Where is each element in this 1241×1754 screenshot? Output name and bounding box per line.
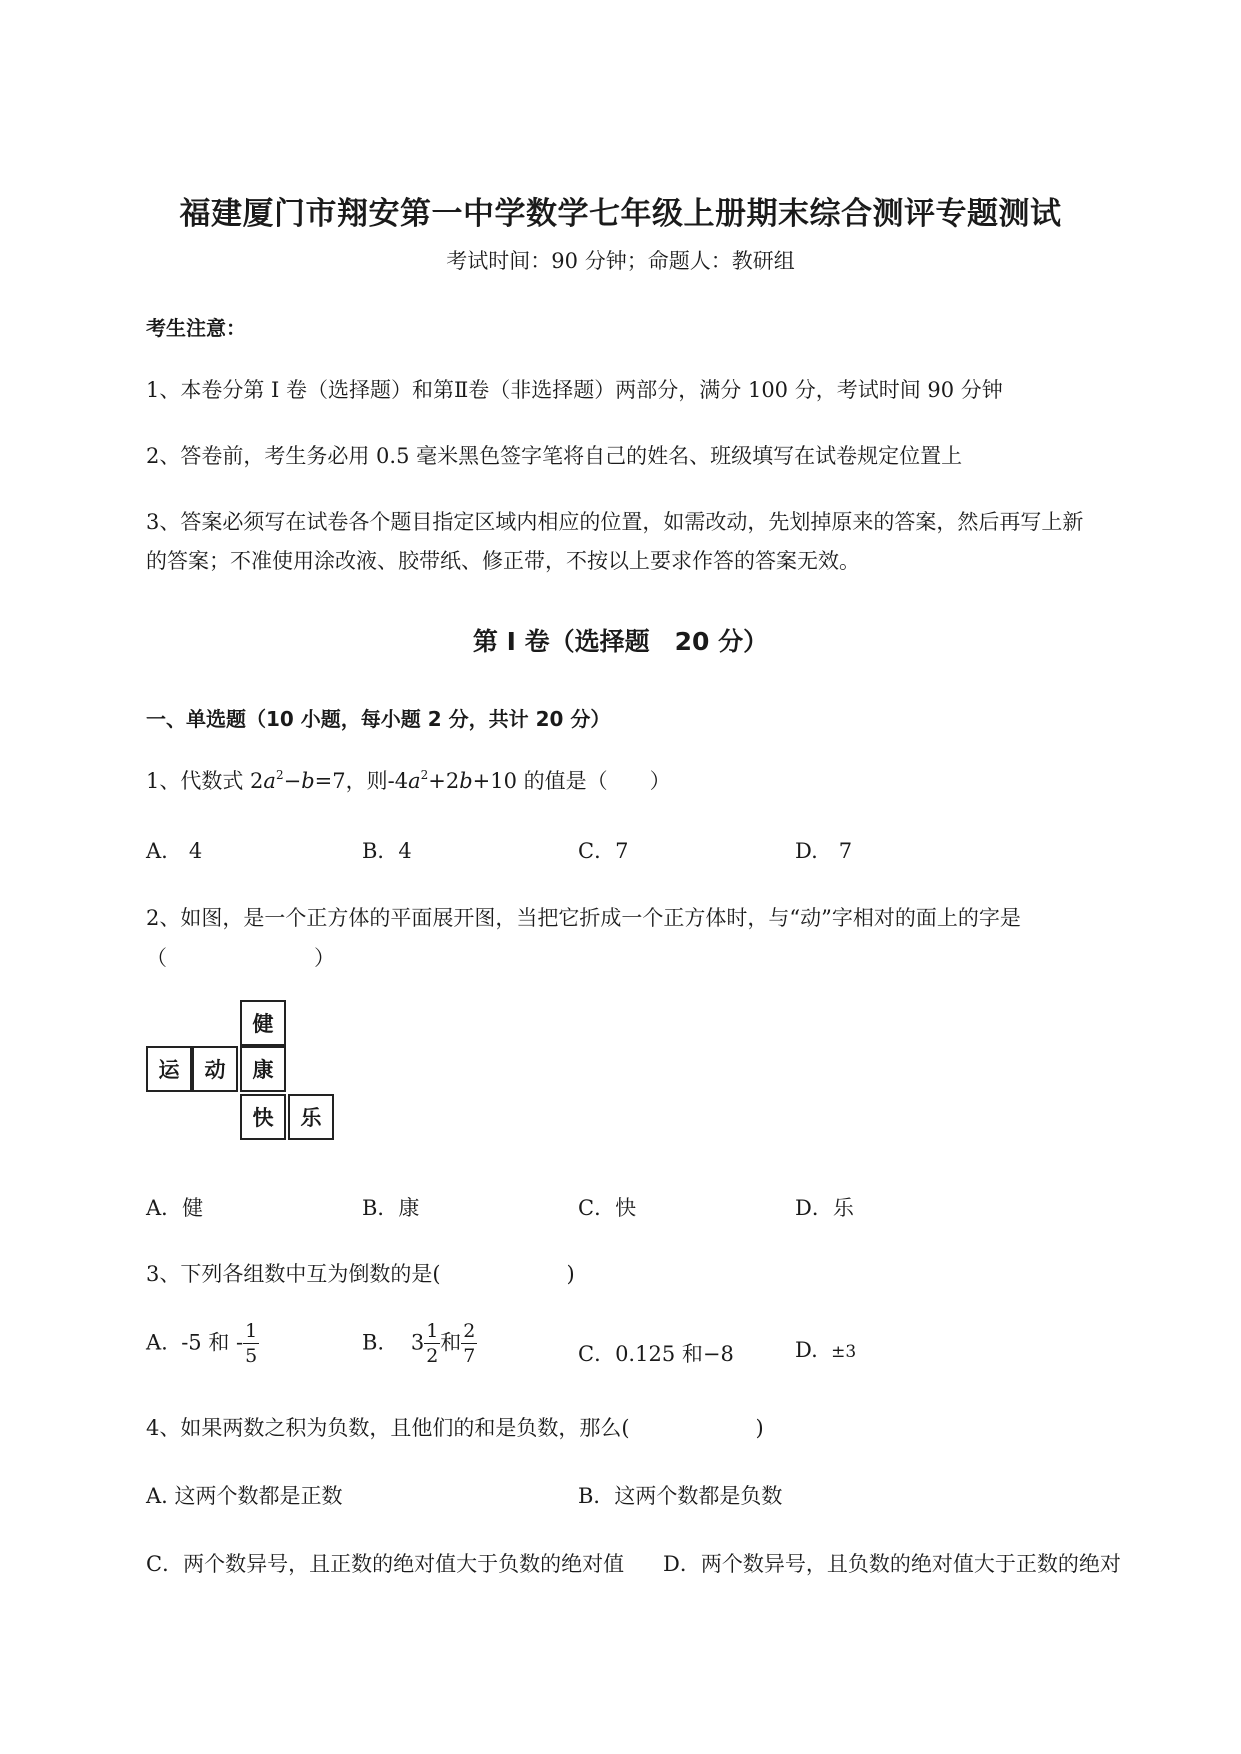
- q4-option-a[interactable]: A. 这两个数都是正数: [146, 1484, 343, 1508]
- q3-a-fraction: [243, 1322, 259, 1366]
- q1-prefix: 1、代数式 2: [146, 769, 264, 793]
- net-face-second: 动: [192, 1046, 238, 1092]
- q3-option-d[interactable]: [795, 1338, 856, 1362]
- q3-a-label: A.: [146, 1330, 168, 1355]
- q1-exp2: 2: [420, 768, 429, 782]
- q3-b-label: B.: [362, 1330, 385, 1355]
- q1-var-b: b: [301, 769, 315, 793]
- net-face-top: 健: [240, 1000, 286, 1046]
- q1-option-c[interactable]: C．7: [578, 839, 629, 863]
- q3-a-num: 1: [245, 1320, 258, 1342]
- exam-info: 考试时间：90 分钟；命题人：教研组: [446, 249, 795, 273]
- notice-item-2: 2、答卷前，考生务必用 0.5 毫米黑色签字笔将自己的姓名、班级填写在试卷规定位置上: [146, 444, 963, 468]
- q1-option-a[interactable]: A. 4: [146, 839, 203, 863]
- q2-option-d[interactable]: D．乐: [795, 1196, 854, 1220]
- net-face-right: 乐: [288, 1094, 334, 1140]
- q3-b-den2: 7: [463, 1345, 476, 1367]
- section-title: 第 I 卷（选择题 20 分）: [472, 627, 769, 656]
- cube-net-diagram: [146, 1000, 336, 1145]
- q1-suffix: +10 的值是（ ）: [472, 769, 671, 793]
- q4-option-b[interactable]: B．这两个数都是负数: [578, 1484, 783, 1508]
- q1-var-a2: a: [408, 769, 421, 793]
- net-face-left: 运: [146, 1046, 192, 1092]
- q3-a-pre: -5 和 -: [181, 1330, 244, 1355]
- question-3-stem: 3、下列各组数中互为倒数的是( ): [146, 1262, 575, 1286]
- q3-d-value: ±3: [831, 1342, 857, 1362]
- q1-plus: +2: [428, 769, 460, 793]
- q1-minus: −: [283, 769, 302, 793]
- q1-var-a: a: [263, 769, 276, 793]
- net-face-bottom: 快: [240, 1094, 286, 1140]
- q4-option-c[interactable]: C．两个数异号，且正数的绝对值大于负数的绝对值: [146, 1552, 625, 1576]
- question-1-stem: [146, 765, 671, 795]
- q3-b-den: 2: [426, 1345, 439, 1367]
- q3-b-fraction-1: [424, 1322, 440, 1366]
- q3-b-num2: 2: [463, 1320, 476, 1342]
- notice-item-3-cont: 的答案；不准使用涂改液、胶带纸、修正带，不按以上要求作答的答案无效。: [146, 549, 860, 573]
- q3-option-b[interactable]: [362, 1322, 477, 1366]
- q3-option-c[interactable]: C．0.125 和−8: [578, 1342, 734, 1366]
- q1-eq: =7，则-4: [314, 769, 409, 793]
- page-title: 福建厦门市翔安第一中学数学七年级上册期末综合测评专题测试: [179, 196, 1062, 232]
- notice-heading: 考生注意：: [146, 316, 246, 340]
- q1-var-b2: b: [459, 769, 473, 793]
- subsection-title: 一、单选题（10 小题，每小题 2 分，共计 20 分）: [146, 707, 611, 731]
- q1-option-b[interactable]: B．4: [362, 839, 412, 863]
- q3-b-fraction-2: [461, 1322, 477, 1366]
- q3-b-mid: 和: [440, 1330, 462, 1355]
- notice-item-1: 1、本卷分第 I 卷（选择题）和第Ⅱ卷（非选择题）两部分，满分 100 分，考试时间 90 分钟: [146, 378, 1003, 402]
- question-2-stem: 2、如图，是一个正方体的平面展开图，当把它折成一个正方体时，与“动”字相对的面上的字是: [146, 906, 1021, 930]
- q3-b-whole: 3: [410, 1330, 425, 1355]
- question-2-stem-cont: （ ）: [146, 946, 335, 970]
- q2-option-a[interactable]: A．健: [146, 1196, 204, 1220]
- net-face-center: 康: [240, 1046, 286, 1092]
- q1-option-d[interactable]: D. 7: [795, 839, 853, 863]
- notice-item-3: 3、答案必须写在试卷各个题目指定区域内相应的位置，如需改动，先划掉原来的答案，然后再写上新: [146, 510, 1084, 534]
- question-4-stem: 4、如果两数之积为负数，且他们的和是负数，那么( ): [146, 1416, 764, 1440]
- q1-exp: 2: [275, 768, 284, 782]
- q4-option-d[interactable]: D．两个数异号，且负数的绝对值大于正数的绝对: [663, 1552, 1121, 1576]
- q3-d-label: D.: [795, 1338, 818, 1362]
- q2-option-c[interactable]: C．快: [578, 1196, 637, 1220]
- q3-b-num: 1: [426, 1320, 439, 1342]
- q2-option-b[interactable]: B．康: [362, 1196, 420, 1220]
- q3-option-a[interactable]: [146, 1322, 259, 1366]
- q3-a-den: 5: [245, 1345, 258, 1367]
